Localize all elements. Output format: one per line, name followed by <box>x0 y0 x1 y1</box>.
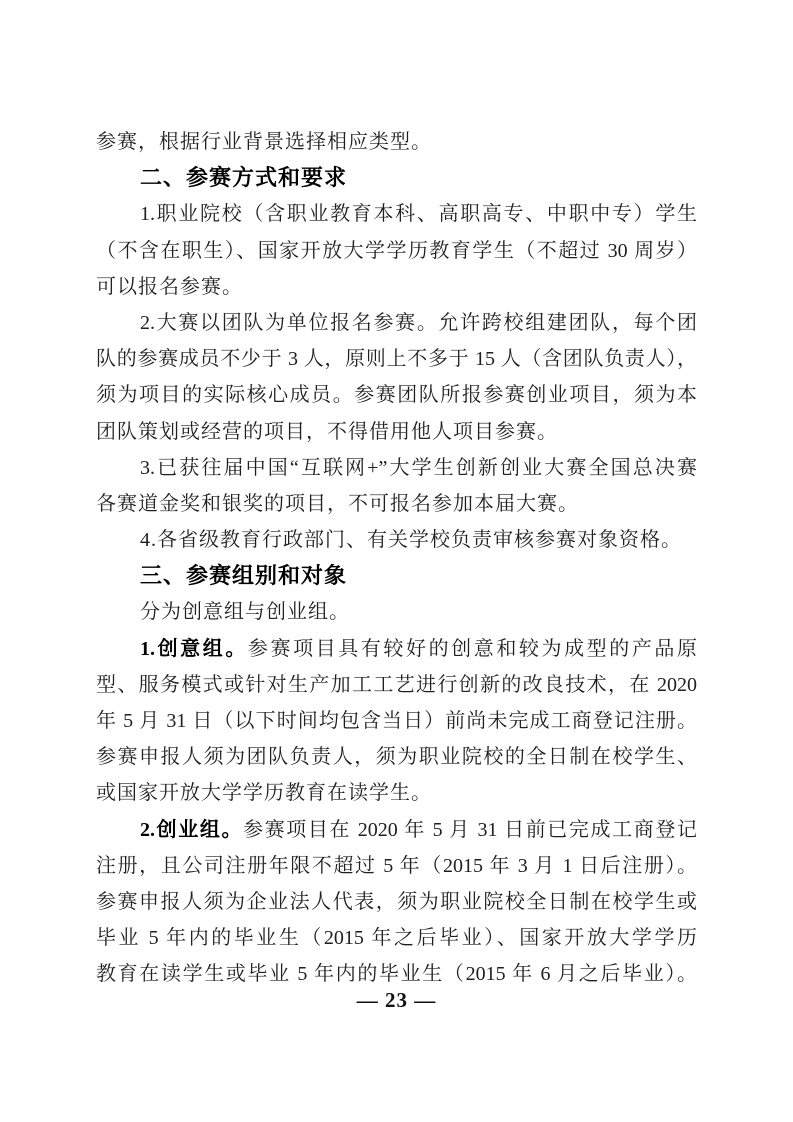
text-line: 队的参赛成员不少于 3 人，原则上不多于 15 人（含团队负责人）， <box>96 348 697 371</box>
text-line: 参赛申报人须为企业法人代表，须为职业院校全日制在校学生或 <box>96 890 697 913</box>
bold-lead-label: 1.创意组。 <box>140 637 248 660</box>
text-line: 参赛申报人须为团队负责人，须为职业院校的全日制在校学生、 <box>96 746 697 769</box>
text-line: 4.各省级教育行政部门、有关学校负责审核参赛对象资格。 <box>140 529 682 552</box>
text-line: 须为项目的实际核心成员。参赛团队所报参赛创业项目，须为本 <box>96 384 697 407</box>
text-line: 型、服务模式或针对生产加工工艺进行创新的改良技术，在 2020 <box>96 673 697 696</box>
text-line: 团队策划或经营的项目，不得借用他人项目参赛。 <box>96 420 558 443</box>
text-line: 注册，且公司注册年限不超过 5 年（2015 年 3 月 1 日后注册）。 <box>96 854 697 877</box>
page-number: — 23 — <box>356 988 437 1012</box>
text-line: 2.创业组。参赛项目在 2020 年 5 月 31 日前已完成工商登记 <box>140 818 697 841</box>
text-line: 1.创意组。参赛项目具有较好的创意和较为成型的产品原 <box>140 637 697 660</box>
text-line: （不含在职生）、国家开放大学学历教育学生（不超过 30 周岁） <box>96 239 697 262</box>
text-line: 可以报名参赛。 <box>96 275 243 298</box>
text-line: 毕业 5 年内的毕业生（2015 年之后毕业）、国家开放大学学历 <box>96 927 697 950</box>
text-line: 1.职业院校（含职业教育本科、高职高专、中职中专）学生 <box>140 203 697 226</box>
text-line: 各赛道金奖和银奖的项目，不可报名参加本届大赛。 <box>96 492 579 515</box>
text-line: 或国家开放大学学历教育在读学生。 <box>96 782 432 805</box>
text-line: 参赛，根据行业背景选择相应类型。 <box>96 131 432 153</box>
text-line: 2.大赛以团队为单位报名参赛。允许跨校组建团队，每个团 <box>140 311 697 334</box>
text-line: 年 5 月 31 日（以下时间均包含当日）前尚未完成工商登记注册。 <box>96 710 697 732</box>
text-line: 教育在读学生或毕业 5 年内的毕业生（2015 年 6 月之后毕业）。 <box>96 963 697 986</box>
text-line: 分为创意组与创业组。 <box>140 601 350 624</box>
text-line: 3.已获往届中国“互联网+”大学生创新创业大赛全国总决赛 <box>140 456 697 479</box>
document-body <box>96 124 697 993</box>
bold-lead-label: 2.创业组。 <box>140 818 244 841</box>
section-heading: 三、参赛组别和对象 <box>140 563 348 589</box>
section-heading: 二、参赛方式和要求 <box>140 165 348 191</box>
